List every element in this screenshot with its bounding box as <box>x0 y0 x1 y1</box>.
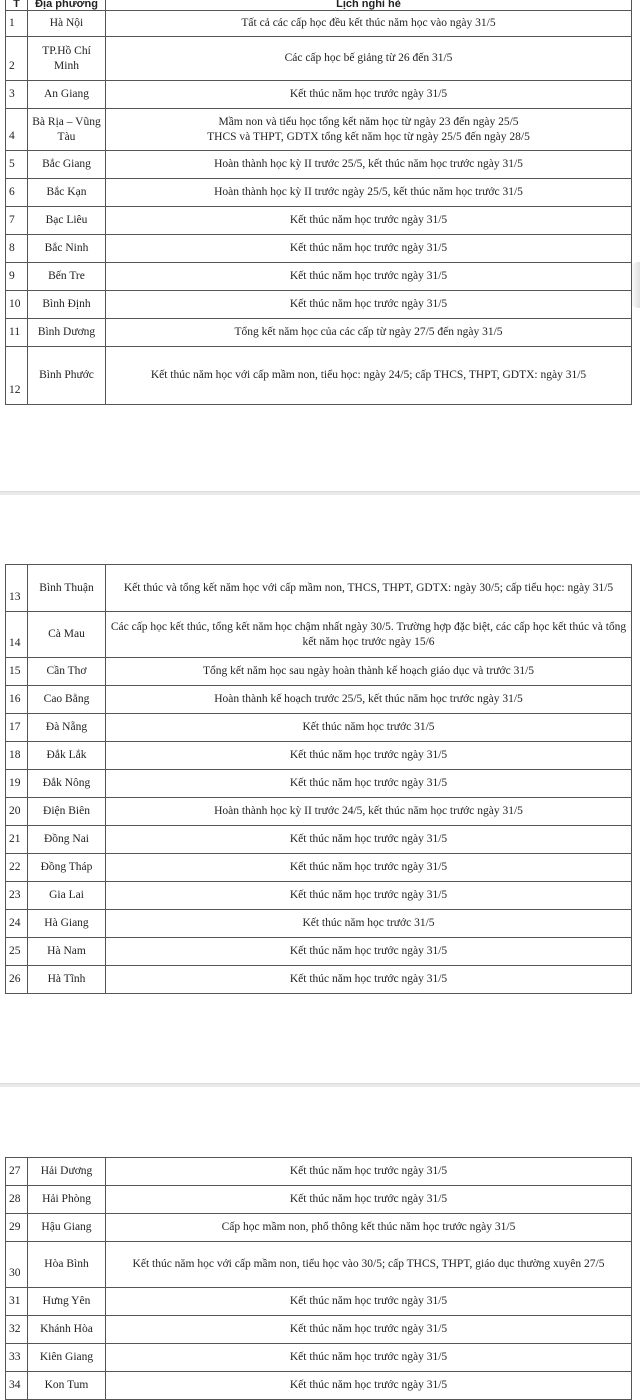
table-row <box>6 1316 632 1344</box>
row-schedule: Kết thúc năm học trước ngày 31/5 <box>106 207 632 235</box>
row-locality: Hà Giang <box>28 910 106 938</box>
row-schedule: Tất cả các cấp học đều kết thúc năm học vào ngày 31/5 <box>106 11 632 37</box>
table-body-part3 <box>6 1158 632 1400</box>
row-schedule: Cấp học mầm non, phổ thông kết thúc năm học trước ngày 31/5 <box>106 1214 632 1242</box>
table-row <box>6 1288 632 1316</box>
row-locality: Bình Dương <box>28 319 106 347</box>
row-schedule: Kết thúc năm học trước ngày 31/5 <box>106 291 632 319</box>
row-locality: Bình Thuận <box>28 565 106 612</box>
row-number: 25 <box>6 938 28 966</box>
row-number: 9 <box>6 263 28 291</box>
row-number: 33 <box>6 1344 28 1372</box>
row-number: 15 <box>6 658 28 686</box>
row-schedule: Kết thúc và tổng kết năm học với cấp mầm non, THCS, THPT, GDTX: ngày 30/5; cấp tiểu học: ngày 31/5 <box>106 565 632 612</box>
row-number: 13 <box>6 565 28 612</box>
row-locality: Bà Rịa – Vũng Tàu <box>28 109 106 151</box>
row-locality: Hậu Giang <box>28 1214 106 1242</box>
table-row <box>6 658 632 686</box>
row-locality: Hải Phòng <box>28 1186 106 1214</box>
row-number: 3 <box>6 81 28 109</box>
row-locality: Đồng Tháp <box>28 854 106 882</box>
row-schedule: Mầm non và tiểu học tổng kết năm học từ ngày 23 đến ngày 25/5 THCS và THPT, GDTX tổng kết năm học từ ngày 25/5 đến ngày 28/5 <box>106 109 632 151</box>
row-schedule: Kết thúc năm học trước ngày 31/5 <box>106 770 632 798</box>
row-schedule: Kết thúc năm học trước ngày 31/5 <box>106 882 632 910</box>
row-number: 19 <box>6 770 28 798</box>
table-row <box>6 1186 632 1214</box>
row-schedule: Kết thúc năm học trước ngày 31/5 <box>106 1158 632 1186</box>
row-schedule: Kết thúc năm học trước ngày 31/5 <box>106 938 632 966</box>
table-row <box>6 938 632 966</box>
row-schedule: Hoàn thành học kỳ II trước ngày 25/5, kết thúc năm học trước 31/5 <box>106 179 632 207</box>
table-row <box>6 742 632 770</box>
header-stt: T <box>6 0 28 11</box>
row-locality: Cà Mau <box>28 612 106 658</box>
table-row <box>6 207 632 235</box>
table-row <box>6 798 632 826</box>
row-schedule: Kết thúc năm học trước ngày 31/5 <box>106 742 632 770</box>
row-number: 27 <box>6 1158 28 1186</box>
table-body-part2 <box>6 565 632 994</box>
table-row <box>6 1242 632 1288</box>
row-locality: Hà Tĩnh <box>28 966 106 994</box>
row-schedule: Kết thúc năm học trước ngày 31/5 <box>106 263 632 291</box>
header-schedule: Lịch nghỉ hè <box>106 0 632 11</box>
row-number: 24 <box>6 910 28 938</box>
schedule-table-part2 <box>5 564 632 994</box>
row-number: 32 <box>6 1316 28 1344</box>
table-row <box>6 854 632 882</box>
row-schedule: Kết thúc năm học trước ngày 31/5 <box>106 966 632 994</box>
row-schedule: Các cấp học bế giảng từ 26 đến 31/5 <box>106 37 632 81</box>
row-schedule: Kết thúc năm học trước ngày 31/5 <box>106 1288 632 1316</box>
row-locality: Điện Biên <box>28 798 106 826</box>
row-schedule: Kết thúc năm học trước 31/5 <box>106 714 632 742</box>
row-locality: Hòa Bình <box>28 1242 106 1288</box>
row-schedule: Tổng kết năm học sau ngày hoàn thành kế hoạch giáo dục và trước 31/5 <box>106 658 632 686</box>
schedule-table-part1 <box>5 0 632 405</box>
row-number: 18 <box>6 742 28 770</box>
scroll-edge-shadow <box>630 262 640 308</box>
table-row <box>6 770 632 798</box>
row-locality: Cần Thơ <box>28 658 106 686</box>
row-locality: Bắc Ninh <box>28 235 106 263</box>
table-row <box>6 714 632 742</box>
row-schedule: Hoàn thành học kỳ II trước 24/5, kết thúc năm học trước ngày 31/5 <box>106 798 632 826</box>
table-row <box>6 81 632 109</box>
row-number: 21 <box>6 826 28 854</box>
page-divider <box>0 1083 640 1087</box>
row-locality: Hà Nội <box>28 11 106 37</box>
row-number: 23 <box>6 882 28 910</box>
table-row <box>6 1372 632 1400</box>
row-schedule: Kết thúc năm học với cấp mầm non, tiểu học vào 30/5; cấp THCS, THPT, giáo dục thường xuyên 27/5 <box>106 1242 632 1288</box>
row-schedule: Kết thúc năm học trước ngày 31/5 <box>106 1344 632 1372</box>
row-locality: Đắk Lắk <box>28 742 106 770</box>
row-number: 20 <box>6 798 28 826</box>
row-number: 29 <box>6 1214 28 1242</box>
row-schedule: Kết thúc năm học trước ngày 31/5 <box>106 854 632 882</box>
row-locality: Bến Tre <box>28 263 106 291</box>
row-schedule: Hoàn thành kế hoạch trước 25/5, kết thúc năm học trước ngày 31/5 <box>106 686 632 714</box>
row-locality: Bạc Liêu <box>28 207 106 235</box>
table-row <box>6 966 632 994</box>
table-row <box>6 612 632 658</box>
table-row <box>6 1214 632 1242</box>
table-row <box>6 319 632 347</box>
row-number: 1 <box>6 11 28 37</box>
row-locality: Đồng Nai <box>28 826 106 854</box>
row-number: 8 <box>6 235 28 263</box>
row-locality: Đà Nẵng <box>28 714 106 742</box>
row-schedule: Kết thúc năm học trước ngày 31/5 <box>106 826 632 854</box>
row-schedule: Kết thúc năm học trước 31/5 <box>106 910 632 938</box>
row-schedule: Tổng kết năm học của các cấp từ ngày 27/5 đến ngày 31/5 <box>106 319 632 347</box>
row-schedule: Kết thúc năm học với cấp mầm non, tiểu học: ngày 24/5; cấp THCS, THPT, GDTX: ngày 31/5 <box>106 347 632 405</box>
row-locality: TP.Hồ Chí Minh <box>28 37 106 81</box>
row-locality: Hải Dương <box>28 1158 106 1186</box>
row-number: 11 <box>6 319 28 347</box>
table-row <box>6 826 632 854</box>
row-number: 28 <box>6 1186 28 1214</box>
header-locality: Địa phương <box>28 0 106 11</box>
table-header-row <box>6 0 632 11</box>
table-row <box>6 1344 632 1372</box>
row-locality: An Giang <box>28 81 106 109</box>
row-number: 16 <box>6 686 28 714</box>
table-row <box>6 347 632 405</box>
table-row <box>6 291 632 319</box>
table-row <box>6 686 632 714</box>
row-schedule: Hoàn thành học kỳ II trước 25/5, kết thúc năm học trước ngày 31/5 <box>106 151 632 179</box>
row-schedule: Kết thúc năm học trước ngày 31/5 <box>106 81 632 109</box>
row-number: 12 <box>6 347 28 405</box>
table-row <box>6 1158 632 1186</box>
table-row <box>6 109 632 151</box>
table-body-part1 <box>6 11 632 405</box>
table-row <box>6 179 632 207</box>
row-number: 17 <box>6 714 28 742</box>
row-number: 34 <box>6 1372 28 1400</box>
row-number: 5 <box>6 151 28 179</box>
row-schedule: Kết thúc năm học trước ngày 31/5 <box>106 235 632 263</box>
row-locality: Kiên Giang <box>28 1344 106 1372</box>
table-row <box>6 11 632 37</box>
table-row <box>6 37 632 81</box>
row-number: 26 <box>6 966 28 994</box>
row-number: 22 <box>6 854 28 882</box>
row-schedule: Các cấp học kết thúc, tổng kết năm học chậm nhất ngày 30/5. Trường hợp đặc biệt, các cấp học kết thúc và tổng kết năm học trước ngày 15/6 <box>106 612 632 658</box>
schedule-table-part3 <box>5 1157 632 1400</box>
row-schedule: Kết thúc năm học trước ngày 31/5 <box>106 1372 632 1400</box>
row-locality: Hà Nam <box>28 938 106 966</box>
row-number: 30 <box>6 1242 28 1288</box>
row-locality: Bắc Giang <box>28 151 106 179</box>
row-locality: Hưng Yên <box>28 1288 106 1316</box>
table-row <box>6 235 632 263</box>
page-divider <box>0 491 640 495</box>
row-number: 4 <box>6 109 28 151</box>
row-locality: Kon Tum <box>28 1372 106 1400</box>
row-number: 2 <box>6 37 28 81</box>
row-schedule: Kết thúc năm học trước ngày 31/5 <box>106 1316 632 1344</box>
table-row <box>6 565 632 612</box>
row-locality: Khánh Hòa <box>28 1316 106 1344</box>
table-row <box>6 263 632 291</box>
row-number: 6 <box>6 179 28 207</box>
table-row <box>6 151 632 179</box>
row-locality: Cao Bằng <box>28 686 106 714</box>
row-locality: Đắk Nông <box>28 770 106 798</box>
row-locality: Bình Phước <box>28 347 106 405</box>
row-number: 7 <box>6 207 28 235</box>
row-number: 31 <box>6 1288 28 1316</box>
table-row <box>6 910 632 938</box>
row-schedule: Kết thúc năm học trước ngày 31/5 <box>106 1186 632 1214</box>
row-number: 14 <box>6 612 28 658</box>
row-locality: Gia Lai <box>28 882 106 910</box>
table-row <box>6 882 632 910</box>
row-locality: Bình Định <box>28 291 106 319</box>
row-number: 10 <box>6 291 28 319</box>
row-locality: Bắc Kạn <box>28 179 106 207</box>
